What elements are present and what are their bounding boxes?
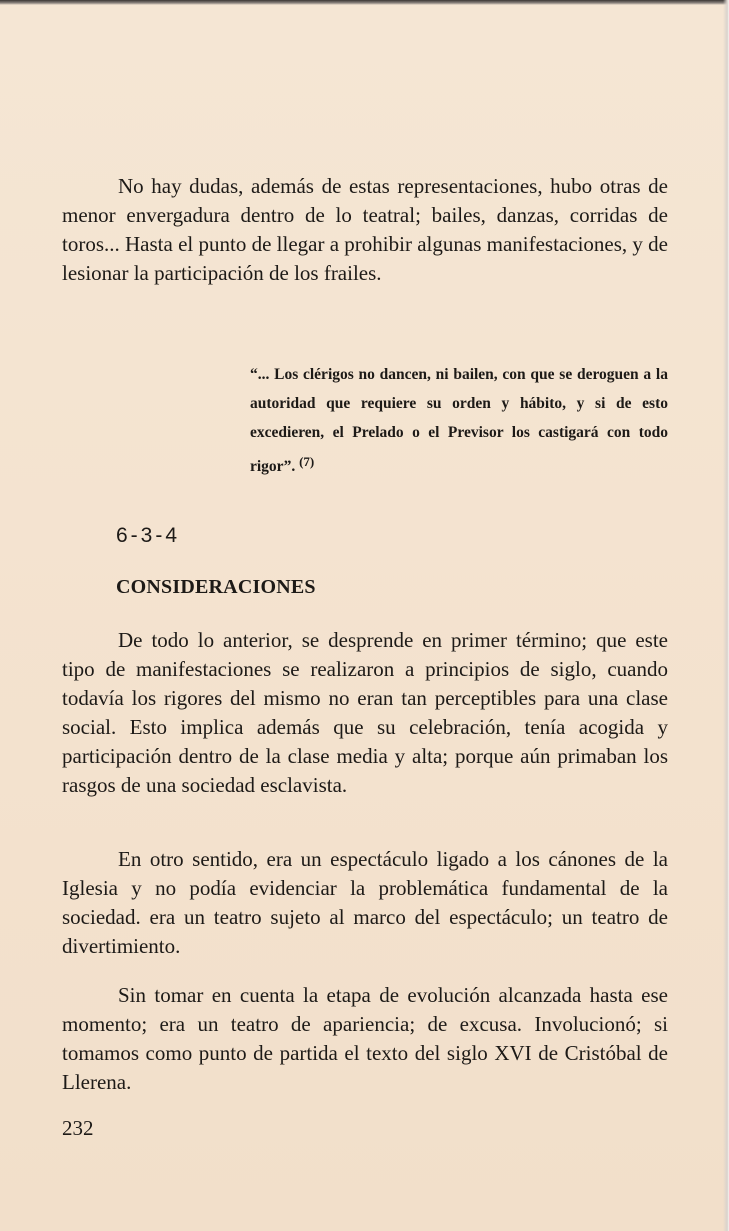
footnote-reference: (7) bbox=[299, 454, 315, 469]
paragraph-considerations-3: Sin tomar en cuenta la etapa de evolución alcanzada hasta ese momento; era un teatro de apariencia; de excusa. Involucionó; si tomamos como punto de partida el texto del siglo XVI de Cristóbal de Llerena. bbox=[62, 983, 668, 1094]
block-quote bbox=[250, 360, 668, 481]
section-number: 6-3-4 bbox=[116, 524, 181, 547]
quote-text: “... Los clérigos no dancen, ni bailen, con que se deroguen a la autoridad que requiere su orden y hábito, y si de esto excedieren, el Prelado o el Previsor los castigará con todo rigor”. bbox=[250, 366, 668, 475]
paragraph-intro: No hay dudas, además de estas representaciones, hubo otras de menor envergadura dentro de lo teatral; bailes, danzas, corridas de toros... Hasta el punto de llegar a prohibir algunas manifestaciones, y de lesionar la participación de los frailes. bbox=[62, 174, 668, 285]
section-title: CONSIDERACIONES bbox=[116, 576, 316, 598]
page-right-edge bbox=[723, 0, 729, 1231]
page-top-edge bbox=[0, 0, 729, 5]
paragraph-considerations-1: De todo lo anterior, se desprende en primer término; que este tipo de manifestaciones se realizaron a principios de siglo, cuando todavía los rigores del mismo no eran tan perceptibles para una clase social. Esto implica además que su celebración, tenía acogida y participación dentro de la clase media y alta; porque aún primaban los rasgos de una sociedad esclavista. bbox=[62, 628, 668, 797]
page-number: 232 bbox=[62, 1116, 94, 1140]
paragraph-considerations-2: En otro sentido, era un espectáculo ligado a los cánones de la Iglesia y no podía evidenciar la problemática fundamental de la sociedad. era un teatro sujeto al marco del espectáculo; un teatro de divertimiento. bbox=[62, 847, 668, 958]
